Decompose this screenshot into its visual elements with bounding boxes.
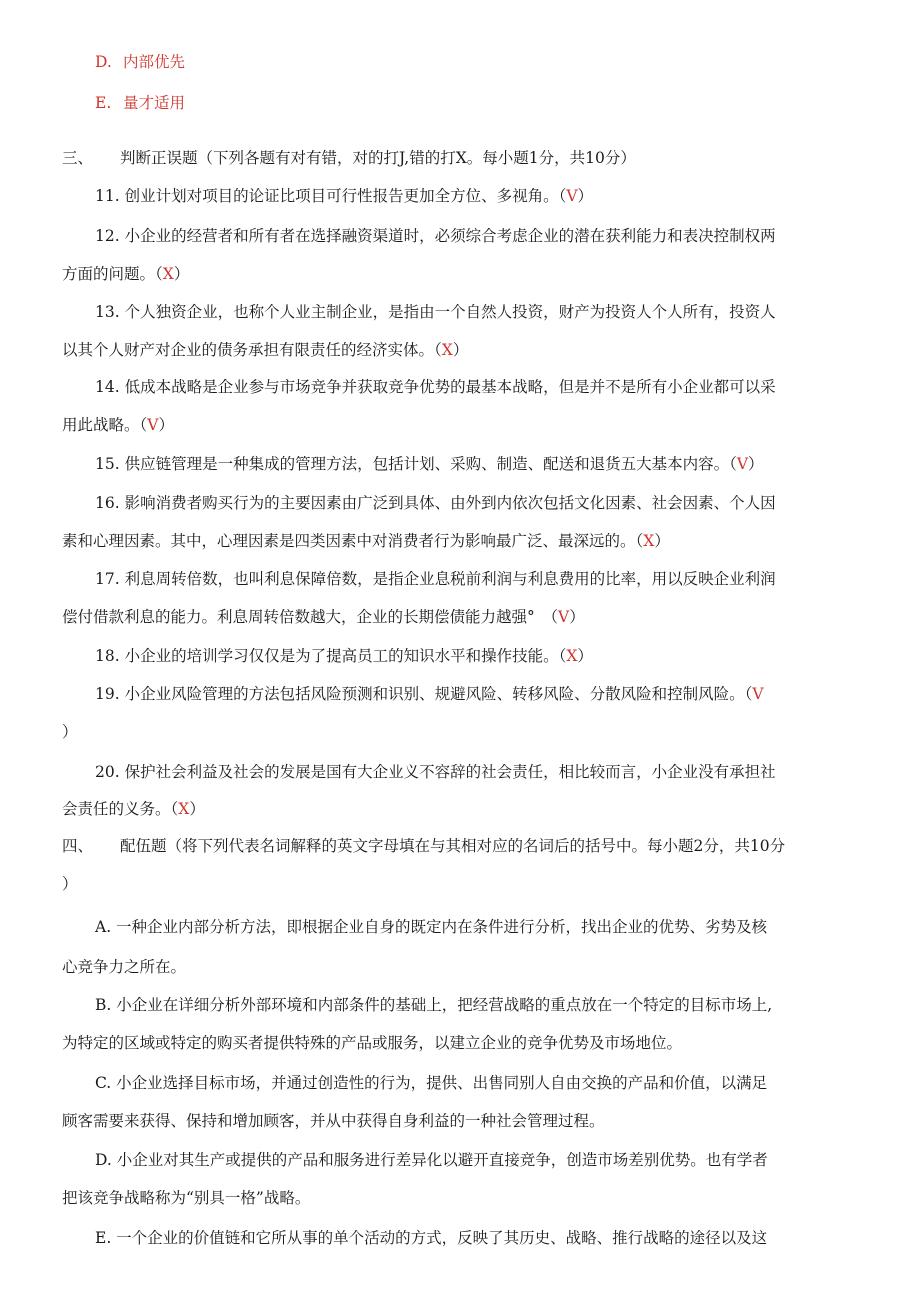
section-3-heading <box>62 148 636 168</box>
question-12-line1: 12. 小企业的经营者和所有者在选择融资渠道时，必须综合考虑企业的潜在获利能力和表决控制权两 <box>95 227 776 245</box>
option-letter: E. <box>95 94 112 112</box>
answer-mark: X <box>162 265 174 283</box>
answer-mark: X <box>566 647 578 665</box>
section-title: 配伍题（将下列代表名词解释的英文字母填在与其相对应的名词后的括号中。每小题2分，共10分 <box>120 837 786 855</box>
answer-mark: X <box>441 341 453 359</box>
definition-a-line2: 心竞争力之所在。 <box>62 958 187 976</box>
paren-close: ） <box>654 532 670 550</box>
question-text: 15. 供应链管理是一种集成的管理方法，包括计划、采购、制造、配送和退货五大基本内容。（ <box>95 455 737 473</box>
question-text: 以其个人财产对企业的债务承担有限责任的经济实体。（ <box>62 341 442 359</box>
definition-a-line1: A. 一种企业内部分析方法，即根据企业自身的既定内在条件进行分析，找出企业的优势、劣势及核 <box>95 918 768 936</box>
question-text: 19. 小企业风险管理的方法包括风险预测和识别、规避风险、转移风险、分散风险和控制风险。（ <box>95 685 753 703</box>
definition-b-line2: 为特定的区域或特定的购买者提供特殊的产品或服务，以建立企业的竞争优势及市场地位。 <box>62 1034 683 1052</box>
paren-close: ） <box>748 455 764 473</box>
definition-b-line1: B. 小企业在详细分析外部环境和内部条件的基础上，把经营战略的重点放在一个特定的目标市场上, <box>95 996 773 1014</box>
paren-close: ） <box>158 416 174 434</box>
definition-d-line2: 把该竞争战略称为“别具一格”战略。 <box>62 1189 311 1207</box>
section-title: 判断正误题（下列各题有对有错，对的打J,错的打X。每小题1分，共10分） <box>120 149 636 167</box>
section-number: 三、 <box>62 149 94 167</box>
question-16-line2 <box>62 531 670 551</box>
question-text: 会责任的义务。（ <box>62 800 179 818</box>
paren-close: ） <box>189 800 205 818</box>
answer-mark: X <box>178 800 190 818</box>
question-text: 方面的问题。（ <box>62 265 163 283</box>
answer-mark: V <box>147 416 159 434</box>
option-e <box>95 93 185 113</box>
answer-mark: V <box>566 187 578 205</box>
question-17-line1: 17. 利息周转倍数，也叫利息保障倍数，是指企业息税前利润与利息费用的比率，用以反映企业利润 <box>95 570 776 588</box>
paren-close: ） <box>173 265 190 283</box>
question-18 <box>95 646 593 666</box>
question-11 <box>95 186 593 206</box>
answer-mark: V <box>558 608 570 626</box>
question-17-line2 <box>62 607 585 627</box>
paren-close: ） <box>577 647 593 665</box>
answer-mark: V <box>736 455 749 473</box>
question-text: 偿付借款利息的能力。利息周转倍数越大，企业的长期偿债能力越强° （ <box>62 608 559 626</box>
question-13-line1: 13. 个人独资企业，也称个人业主制企业，是指由一个自然人投资，财产为投资人个人所有，投资人 <box>95 303 776 321</box>
option-text: 内部优先 <box>123 53 186 71</box>
question-text: 素和心理因素。其中，心理因素是四类因素中对消费者行为影响最广泛、最深远的。（ <box>62 532 644 550</box>
paren-close: ） <box>577 187 594 205</box>
definition-e-line1: E. 一个企业的价值链和它所从事的单个活动的方式，反映了其历史、战略、推行战略的途径以及这 <box>95 1229 768 1247</box>
question-14-line1: 14. 低成本战略是企业参与市场竞争并获取竞争优势的最基本战略，但是并不是所有小企业都可以采 <box>95 378 776 396</box>
question-text: 18. 小企业的培训学习仅仅是为了提高员工的知识水平和操作技能。（ <box>95 647 567 665</box>
question-19-line2: ） <box>62 723 78 741</box>
option-d <box>95 52 185 72</box>
answer-mark: X <box>643 532 655 550</box>
question-20-line2 <box>62 799 205 819</box>
paren-close: ） <box>569 608 585 626</box>
question-13-line2 <box>62 340 468 360</box>
option-text: 量才适用 <box>123 94 186 112</box>
question-12-line2 <box>62 264 189 284</box>
definition-d-line1: D. 小企业对其生产或提供的产品和服务进行差异化以避开直接竞争，创造市场差别优势。也有学者 <box>95 1151 768 1169</box>
definition-c-line2: 顾客需要来获得、保持和增加顾客，并从中获得自身利益的一种社会管理过程。 <box>62 1112 605 1130</box>
question-16-line1: 16. 影响消费者购买行为的主要因素由广泛到具体、由外到内依次包括文化因素、社会因素、个人因 <box>95 494 776 512</box>
section-4-heading <box>62 836 785 856</box>
question-text: 用此战略。（ <box>62 416 148 434</box>
question-20-line1: 20. 保护社会利益及社会的发展是国有大企业义不容辞的社会责任，相比较而言，小企业没有承担社 <box>95 763 776 781</box>
question-text: 11. 创业计划对项目的论证比项目可行性报告更加全方位、多视角。（ <box>95 187 567 205</box>
question-14-line2 <box>62 415 174 435</box>
section-4-heading-close: ） <box>62 875 78 893</box>
paren-close: ） <box>452 341 469 359</box>
question-15 <box>95 454 764 474</box>
question-19-line1 <box>95 684 764 704</box>
answer-mark: V <box>752 685 764 703</box>
section-number: 四、 <box>62 837 94 855</box>
option-letter: D. <box>95 53 112 71</box>
definition-c-line1: C. 小企业选择目标市场，并通过创造性的行为，提供、出售同别人自由交换的产品和价值，以满足 <box>95 1074 768 1092</box>
